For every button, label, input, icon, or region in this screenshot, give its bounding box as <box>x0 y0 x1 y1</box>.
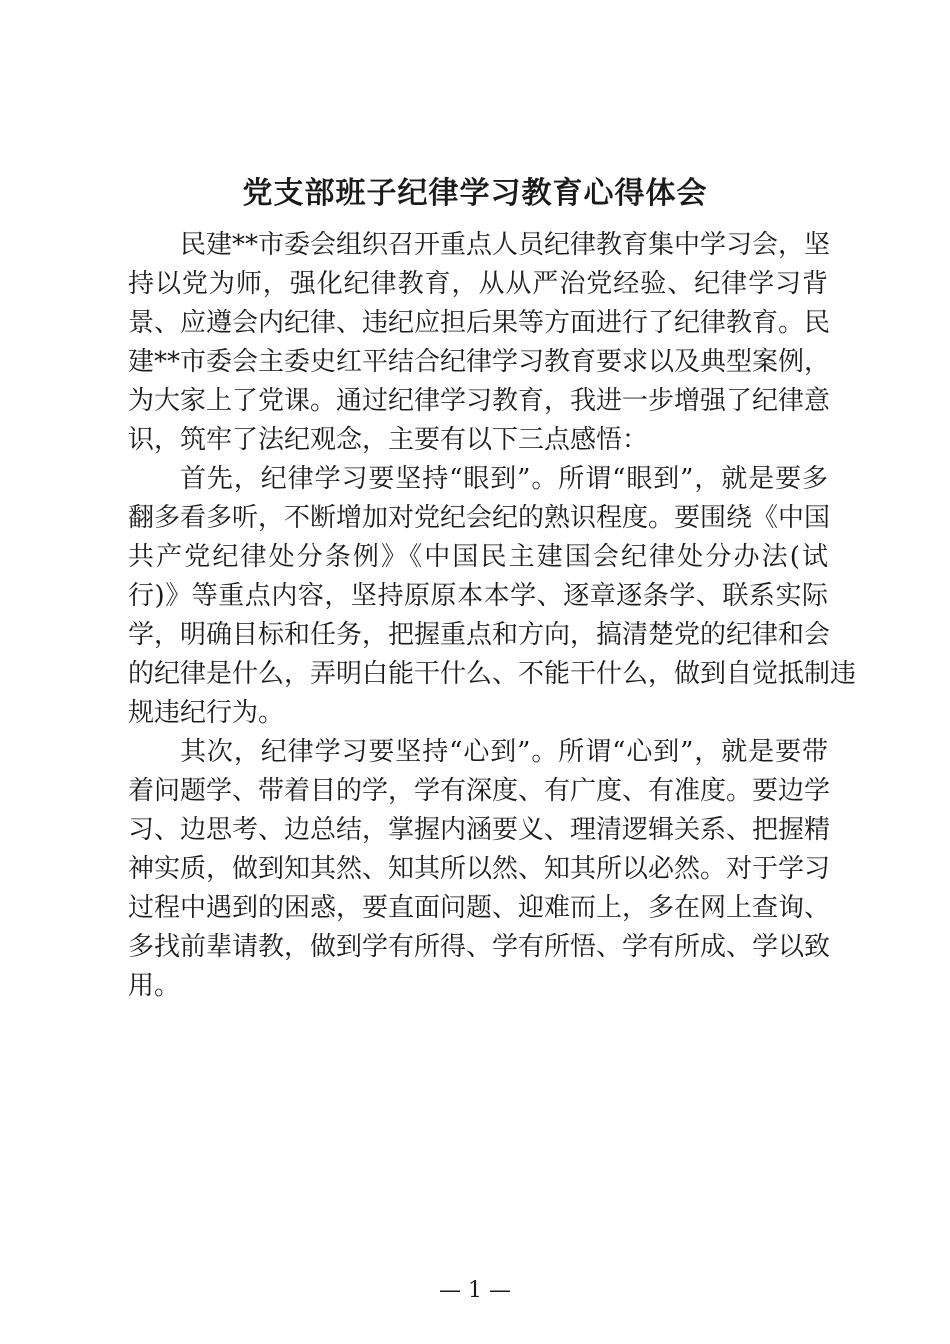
paragraph-line: 共产党纪律处分条例》《中国民主建国会纪律处分办法(试 <box>128 542 828 572</box>
paragraph-line: 建**市委会主委史红平结合纪律学习教育要求以及典型案例， <box>128 347 831 377</box>
paragraph-line: 规违纪行为。 <box>128 698 285 728</box>
paragraph-line: 习、边思考、边总结，掌握内涵要义、理清逻辑关系、把握精 <box>128 815 831 845</box>
paragraph-line: 着问题学、带着目的学，学有深度、有广度、有准度。要边学 <box>128 776 831 806</box>
paragraph-line: 的纪律是什么，弄明白能干什么、不能干什么，做到自觉抵制违 <box>128 659 857 689</box>
document-body <box>128 226 857 1006</box>
paragraph-line: 景、应遵会内纪律、违纪应担后果等方面进行了纪律教育。民 <box>128 308 831 338</box>
paragraph-line: 用。 <box>128 971 181 1001</box>
paragraph-3 <box>128 733 831 1006</box>
page-number: — 1 — <box>439 1278 511 1303</box>
paragraph-line: 首先，纪律学习要坚持“眼到”。所谓“眼到”，就是要多 <box>180 464 828 494</box>
paragraph-line: 神实质，做到知其然、知其所以然、知其所以必然。对于学习 <box>128 854 831 884</box>
paragraph-line: 民建**市委会组织召开重点人员纪律教育集中学习会，坚 <box>180 230 831 260</box>
paragraph-line: 其次，纪律学习要坚持“心到”。所谓“心到”，就是要带 <box>180 737 828 767</box>
paragraph-line: 多找前辈请教，做到学有所得、学有所悟、学有所成、学以致 <box>128 932 831 962</box>
paragraph-line: 为大家上了党课。通过纪律学习教育，我进一步增强了纪律意 <box>128 386 831 416</box>
paragraph-line: 行)》等重点内容，坚持原原本本学、逐章逐条学、联系实际 <box>128 581 828 611</box>
document-title: 党支部班子纪律学习教育心得体会 <box>242 176 708 211</box>
paragraph-1 <box>128 226 831 460</box>
paragraph-line: 学，明确目标和任务，把握重点和方向，搞清楚党的纪律和会 <box>128 620 831 650</box>
paragraph-line: 持以党为师，强化纪律教育，从从严治党经验、纪律学习背 <box>128 269 828 299</box>
paragraph-line: 翻多看多听，不断增加对党纪会纪的熟识程度。要围绕《中国 <box>128 503 831 533</box>
paragraph-line: 过程中遇到的困惑，要直面问题、迎难而上，多在网上查询、 <box>128 893 831 923</box>
paragraph-2 <box>128 460 857 733</box>
paragraph-line: 识，筑牢了法纪观念，主要有以下三点感悟： <box>128 425 649 455</box>
